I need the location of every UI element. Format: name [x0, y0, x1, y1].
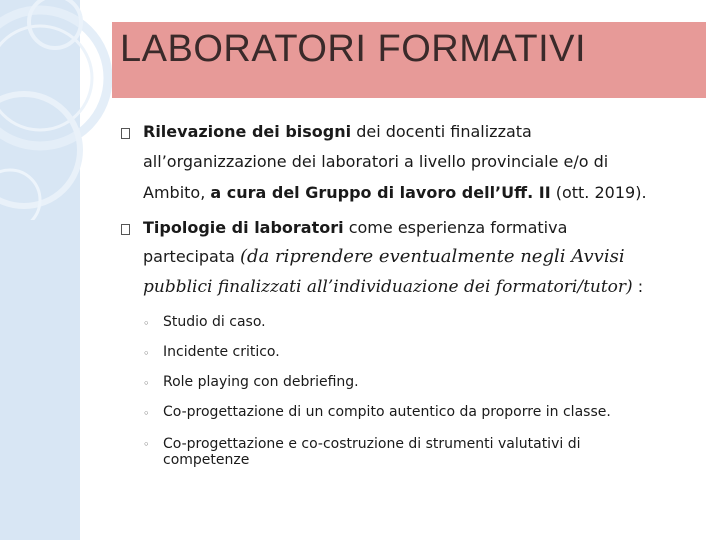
ring-bullet-icon: ◦: [143, 407, 150, 420]
sub-item: Incidente critico.: [163, 344, 280, 360]
bullet-2-line-2: [143, 247, 625, 267]
bullet-2-line-1: [143, 218, 567, 238]
bullet-2-lead: Tipologie di laboratori: [143, 218, 344, 237]
sub-item: Role playing con debriefing.: [163, 374, 359, 390]
page-title: LABORATORI FORMATIVI: [120, 28, 587, 70]
bullet-1-line-3b: a cura del Gruppo di lavoro dell’Uff. II: [210, 183, 551, 202]
bullet-1-line-1: [143, 122, 532, 142]
bullet-1-line-2: all’organizzazione dei laboratori a livello provinciale e/o di: [143, 152, 609, 171]
bullet-2-line-2a: partecipata: [143, 247, 241, 266]
sub-item: Studio di caso.: [163, 314, 266, 330]
bullet-1-line-3a: Ambito,: [143, 183, 211, 202]
ring-bullet-icon: ◦: [143, 377, 150, 390]
sub-item: Co-progettazione e co-costruzione di strumenti valutativi di competenze: [163, 436, 581, 468]
bullet-2-line-3a: pubblici finalizzati all’individuazione dei formatori/tutor): [143, 277, 633, 297]
bullet-2-line-3: [143, 277, 643, 297]
ring-bullet-icon: ◦: [143, 438, 150, 451]
ring-bullet-icon: ◦: [143, 347, 150, 360]
sub-item: Co-progettazione di un compito autentico da proporre in classe.: [163, 404, 611, 420]
bullet-2-line-3b: :: [632, 277, 644, 296]
ring-bullet-icon: ◦: [143, 317, 150, 330]
bullet-1-text: dei docenti finalizzata: [351, 122, 532, 141]
bullet-2-line-2b: (da riprendere eventualmente negli Avvisi: [240, 246, 625, 267]
checkbox-bullet-icon: [121, 224, 130, 235]
bullet-2-text: come esperienza formativa: [343, 218, 568, 237]
bullet-1-line-3c: (ott. 2019).: [550, 183, 647, 202]
bullet-1-lead: Rilevazione dei bisogni: [143, 122, 352, 141]
checkbox-bullet-icon: [121, 128, 130, 139]
bullet-1-line-3: [143, 183, 647, 203]
